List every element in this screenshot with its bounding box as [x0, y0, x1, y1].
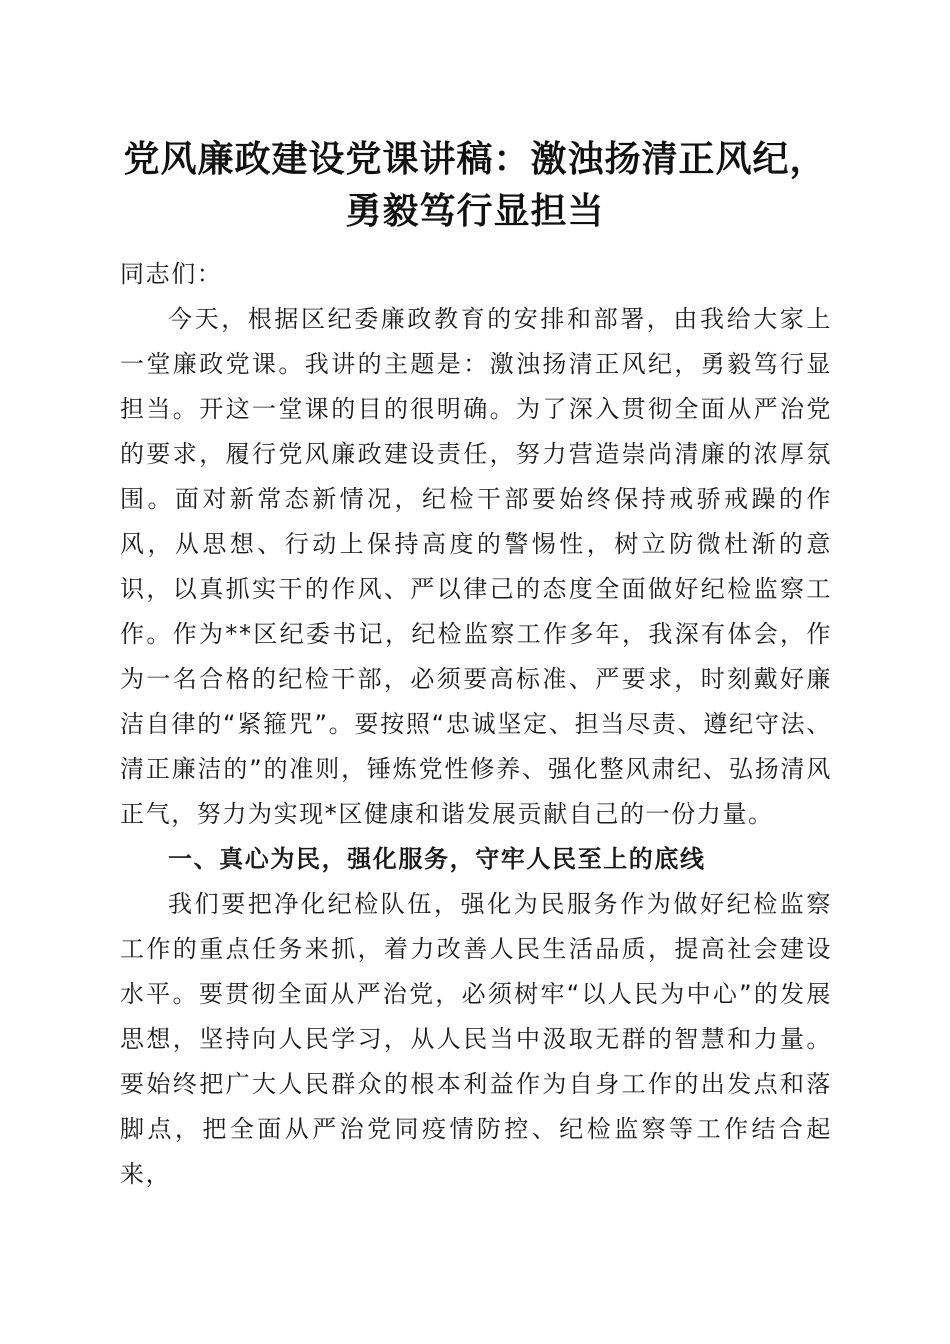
document-title: 党风廉政建设党课讲稿：激浊扬清正风纪，勇毅笃行显担当: [123, 138, 827, 232]
section-heading: 一、真心为民，强化服务，守牢人民至上的底线: [168, 845, 706, 873]
document-body: [120, 252, 832, 1197]
salutation: 同志们：: [120, 260, 223, 288]
intro-paragraph: 今天，根据区纪委廉政教育的安排和部署，由我给大家上一堂廉政党课。我讲的主题是：激浊扬清正风纪，勇毅笃行显担当。开这一堂课的目的很明确。为了深入贯彻全面从严治党的要求，履行党风廉政建设责任，努力营造崇尚清廉的浓厚氛围。面对新常态新情况，纪检干部要始终保持戒骄戒躁的作风，从思想、行动上保持高度的警惕性，树立防微杜渐的意识，以真抓实干的作风、严以律己的态度全面做好纪检监察工作。作为**区纪委书记，纪检监察工作多年，我深有体会，作为一名合格的纪检干部，必须要高标准、严要求，时刻戴好廉洁自律的“紧箍咒”。要按照“忠诚坚定、担当尽责、遵纪守法、清正廉洁的”的准则，锤炼党性修养、强化整风肃纪、弘扬清风正气，努力为实现*区健康和谐发展贡献自己的一份力量。: [120, 305, 832, 828]
section-paragraph: 我们要把净化纪检队伍，强化为民服务作为做好纪检监察工作的重点任务来抓，着力改善人民生活品质，提高社会建设水平。要贯彻全面从严治党，必须树牢“以人民为中心”的发展思想，坚持向人民学习，从人民当中汲取无群的智慧和力量。要始终把广大人民群众的根本利益作为自身工作的出发点和落脚点，把全面从严治党同疫情防控、纪检监察等工作结合起来，: [120, 890, 832, 1188]
